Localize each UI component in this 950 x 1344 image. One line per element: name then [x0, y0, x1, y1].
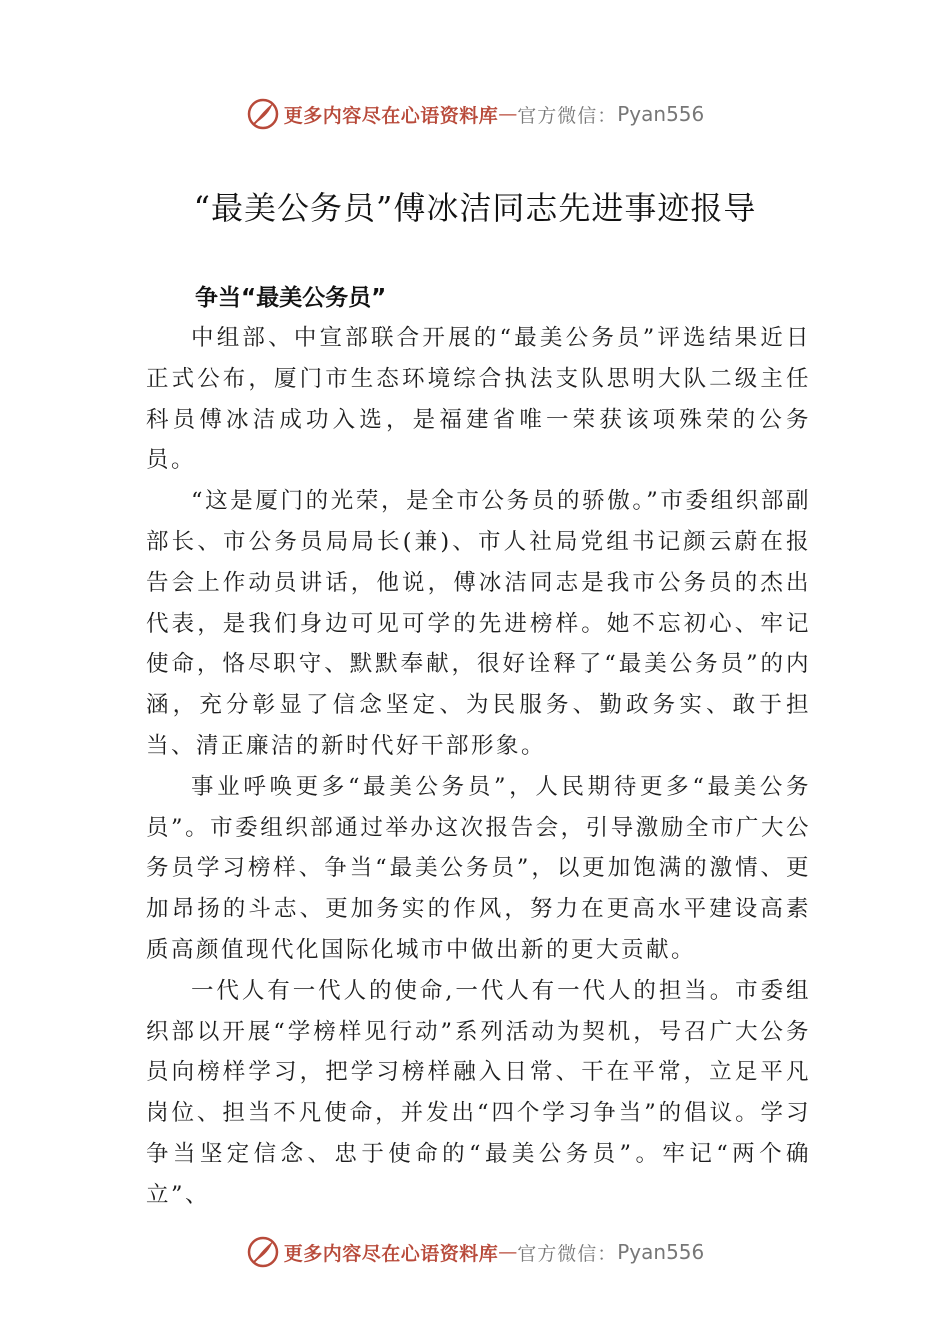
document-body — [146, 318, 811, 1216]
body-paragraph-3: 事业呼唤更多“最美公务员”，人民期待更多“最美公务员”。市委组织部通过举办这次报告会，引导激励全市广大公务员学习榜样、争当“最美公务员”，以更加饱满的激情、更加昂扬的斗志、更加务实的作风，努力在更高水平建设高素质高颜值现代化国际化城市中做出新的更大贡献。 — [146, 773, 811, 963]
section-subtitle: 争当“最美公务员” — [195, 285, 387, 311]
banner-wechat-id: Pyan556 — [617, 1240, 705, 1264]
header-watermark-banner — [0, 94, 950, 134]
banner-brand-text: 更多内容尽在心语资料库 — [283, 1242, 499, 1265]
banner-brand-text: 更多内容尽在心语资料库 — [283, 104, 499, 127]
banner-dash: — — [498, 1241, 518, 1263]
body-paragraph-4: 一代人有一代人的使命,一代人有一代人的担当。市委组织部以开展“学榜样见行动”系列活动为契机，号召广大公务员向榜样学习，把学习榜样融入日常、干在平常，立足平凡岗位、担当不凡使命，并发出“四个学习争当”的倡议。学习争当坚定信念、忠于使命的“最美公务员”。牢记“两个确立”、 — [146, 977, 811, 1208]
quill-logo-icon — [246, 1235, 280, 1269]
body-paragraph-1: 中组部、中宣部联合开展的“最美公务员”评选结果近日正式公布，厦门市生态环境综合执法支队思明大队二级主任科员傅冰洁成功入选，是福建省唯一荣获该项殊荣的公务员。 — [146, 325, 811, 474]
document-title: “最美公务员”傅冰洁同志先进事迹报导 — [193, 189, 757, 227]
banner-wechat-label: 官方微信： — [517, 1242, 618, 1265]
banner-dash: — — [498, 103, 518, 125]
body-paragraph-2: “这是厦门的光荣，是全市公务员的骄傲。”市委组织部副部长、市公务员局局长(兼)、市人社局党组书记颜云蔚在报 告会上作动员讲话，他说，傅冰洁同志是我市公务员的杰出代表，是我们身边可见可学的先进榜样。她不忘初心、牢记使命，恪尽职守、默默奉献，很好诠释了“最美公务员”的内涵，充分彰显了信念坚定、为民服务、勤政务实、敢于担当、清正廉洁的新时代好干部形象。 — [146, 488, 811, 759]
quill-logo-icon — [246, 97, 280, 131]
banner-wechat-label: 官方微信： — [517, 104, 618, 127]
footer-watermark-banner — [0, 1232, 950, 1272]
banner-wechat-id: Pyan556 — [617, 102, 705, 126]
